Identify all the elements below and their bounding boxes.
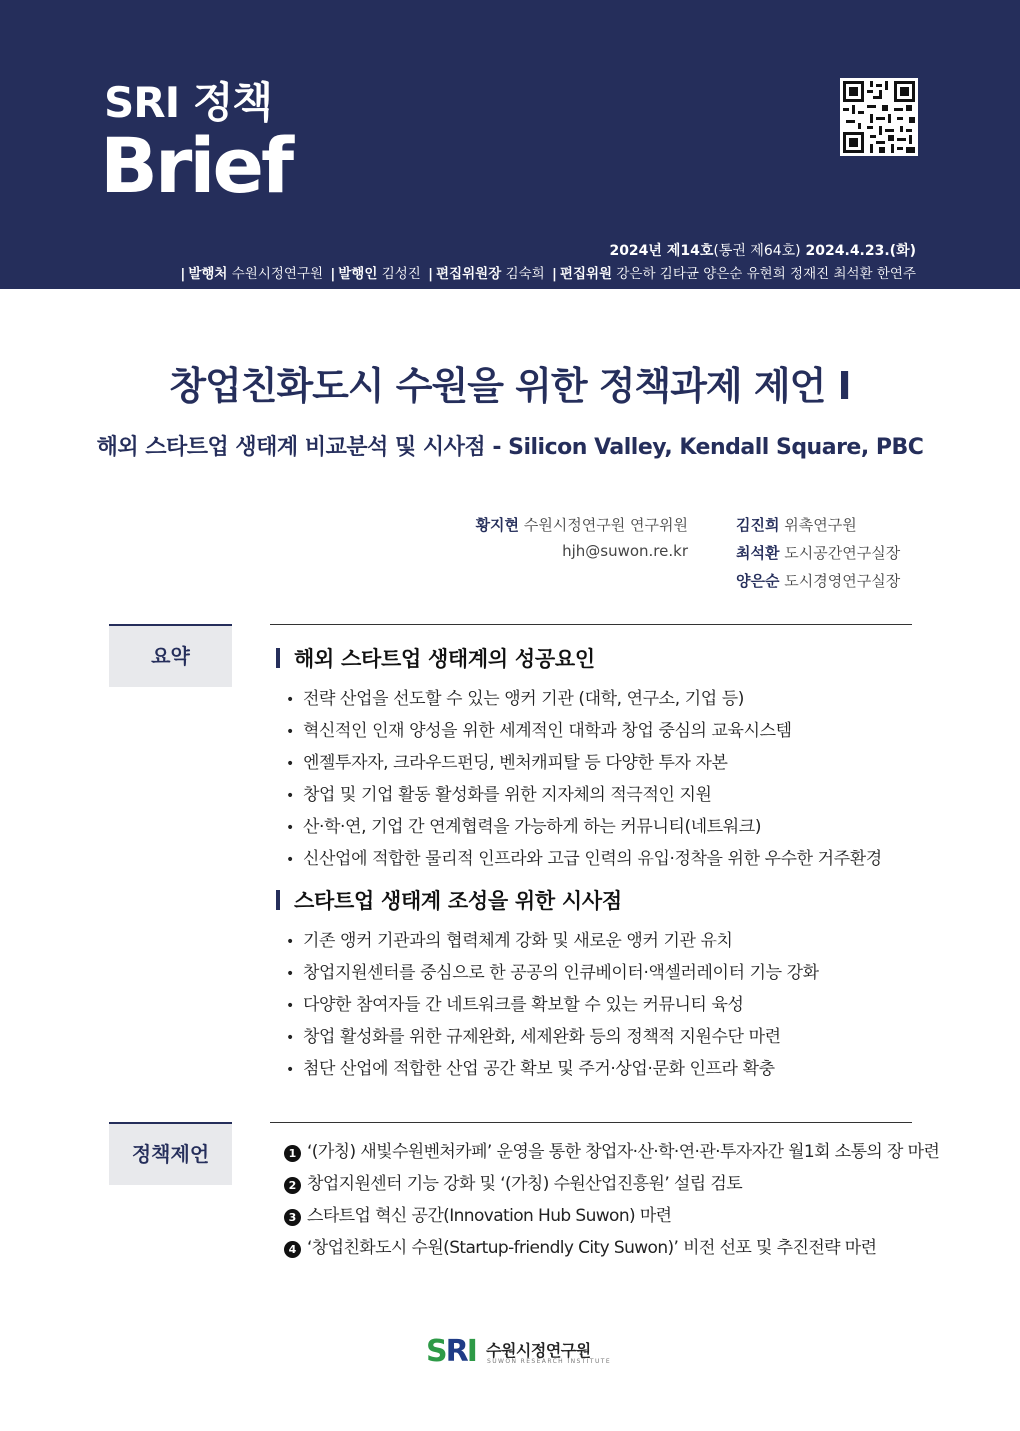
- issue-number: 2024년 제14호: [609, 243, 714, 259]
- list-item-text: 산·학·연, 기업 간 연계협력을 가능하게 하는 커뮤니티(네트워크): [303, 817, 762, 837]
- masthead-label: 편집위원장: [436, 266, 502, 282]
- sri-logo-mark: [426, 1336, 476, 1368]
- bullet-icon: •: [286, 820, 294, 836]
- list-item: [284, 1200, 939, 1232]
- list-item-text: 첨단 산업에 적합한 산업 공간 확보 및 주거·상업·문화 인프라 확충: [303, 1059, 775, 1079]
- heading-bar: [276, 890, 280, 910]
- number-badge-icon: 2: [284, 1177, 301, 1194]
- bullet-icon: •: [286, 1062, 294, 1078]
- list-item: [286, 1053, 819, 1085]
- author-name: 김진희: [736, 516, 780, 534]
- logo-letter: I: [466, 1334, 476, 1369]
- bullet-icon: •: [286, 852, 294, 868]
- qr-code-icon[interactable]: [840, 78, 918, 156]
- bullet-icon: •: [286, 998, 294, 1014]
- list-item: [286, 715, 882, 747]
- logo-letter: R: [445, 1334, 467, 1369]
- list-item-text: ‘(가칭) 새빛수원벤처카페’ 운영을 통한 창업자·산·학·연·관·투자자간 월1회 소통의 장 마련: [307, 1142, 940, 1162]
- masthead-label: 발행처: [188, 266, 228, 282]
- bullet-icon: •: [286, 724, 294, 740]
- bullet-icon: •: [286, 966, 294, 982]
- lead-author: [476, 514, 688, 535]
- author-name: 황지현: [475, 516, 520, 534]
- author-email[interactable]: hjh@suwon.re.kr: [562, 542, 688, 560]
- list-item-text: 전략 산업을 선도할 수 있는 앵커 기관 (대학, 연구소, 기업 등): [303, 689, 745, 709]
- list-item: [286, 811, 882, 843]
- divider: [270, 624, 912, 625]
- issue-day: 2024.4.23.(화): [805, 243, 916, 259]
- list-item: [286, 779, 882, 811]
- list-item: [284, 1168, 939, 1200]
- heading-text: 해외 스타트업 생태계의 성공요인: [294, 647, 595, 671]
- author-name: 최석환: [736, 544, 780, 562]
- list-item-text: 창업지원센터 기능 강화 및 ‘(가칭) 수원산업진흥원’ 설립 검토: [307, 1174, 743, 1194]
- bullet-icon: •: [286, 934, 294, 950]
- list-item-text: 혁신적인 인재 양성을 위한 세계적인 대학과 창업 중심의 교육시스템: [303, 721, 792, 741]
- page-title: 창업친화도시 수원을 위한 정책과제 제언 Ⅰ: [169, 364, 851, 408]
- list-item: [286, 1021, 819, 1053]
- list-item-text: 신산업에 적합한 물리적 인프라와 고급 인력의 유입·정착을 위한 우수한 거주환경: [303, 849, 882, 869]
- issue-cumulative: (통권 제64호): [713, 243, 801, 259]
- bullet-icon: •: [286, 1030, 294, 1046]
- heading-text: 스타트업 생태계 조성을 위한 시사점: [294, 889, 622, 913]
- institute-name-english: SUWON RESEARCH INSTITUTE: [487, 1358, 612, 1365]
- masthead-value: 김숙희: [505, 266, 545, 282]
- author-affiliation: 위촉연구원: [784, 516, 857, 534]
- divider: [270, 1122, 912, 1123]
- page-subtitle: 해외 스타트업 생태계 비교분석 및 시사점 - Silicon Valley, Kendall Square, PBC: [96, 435, 924, 460]
- masthead-value: 강은하 김타균 양은순 유현희 정재진 최석환 한연주: [616, 266, 916, 282]
- list-item: [286, 989, 819, 1021]
- co-author: [736, 570, 900, 591]
- success-factors-list: [286, 683, 882, 875]
- number-badge-icon: 3: [284, 1209, 301, 1226]
- masthead-label: 발행인: [338, 266, 378, 282]
- summary-heading: [276, 885, 622, 915]
- divider: |: [428, 266, 434, 282]
- list-item: [286, 925, 819, 957]
- issue-info: [609, 240, 916, 260]
- list-item: [286, 957, 819, 989]
- summary-heading: [276, 643, 595, 673]
- divider: |: [180, 266, 186, 282]
- list-item-text: 엔젤투자자, 크라우드펀딩, 벤처캐피탈 등 다양한 투자 자본: [303, 753, 728, 773]
- bullet-icon: •: [286, 692, 294, 708]
- logo-letter: S: [426, 1334, 446, 1369]
- policy-label: 정책제언: [109, 1122, 232, 1185]
- list-item: [284, 1232, 939, 1264]
- list-item: [286, 747, 882, 779]
- implications-list: [286, 925, 819, 1085]
- list-item-text: 스타트업 혁신 공간(Innovation Hub Suwon) 마련: [307, 1206, 672, 1226]
- list-item-text: 창업 활성화를 위한 규제완화, 세제완화 등의 정책적 지원수단 마련: [303, 1027, 781, 1047]
- header-banner: [0, 0, 1020, 289]
- divider: |: [551, 266, 557, 282]
- number-badge-icon: 1: [284, 1145, 301, 1162]
- number-badge-icon: 4: [284, 1241, 301, 1258]
- list-item-text: 기존 앵커 기관과의 협력체계 강화 및 새로운 앵커 기관 유치: [303, 931, 733, 951]
- co-author: [736, 514, 857, 535]
- list-item-text: 창업지원센터를 중심으로 한 공공의 인큐베이터·액셀러레이터 기능 강화: [303, 963, 819, 983]
- policy-list: [284, 1136, 939, 1264]
- summary-label: 요약: [109, 624, 232, 687]
- author-affiliation: 도시경영연구실장: [784, 572, 901, 590]
- brand-subtitle: Brief: [100, 121, 292, 210]
- author-affiliation: 수원시정연구원 연구위원: [523, 516, 688, 534]
- divider: |: [330, 266, 336, 282]
- bullet-icon: •: [286, 756, 294, 772]
- list-item: [286, 843, 882, 875]
- author-name: 양은순: [736, 572, 780, 590]
- co-author: [736, 542, 900, 563]
- brand-title: SRI 정책: [104, 78, 272, 127]
- masthead-value: 수원시정연구원: [231, 266, 324, 282]
- masthead-label: 편집위원: [559, 266, 613, 282]
- list-item-text: 창업 및 기업 활동 활성화를 위한 지자체의 적극적인 지원: [303, 785, 712, 805]
- masthead-value: 김성진: [381, 266, 421, 282]
- heading-bar: [276, 648, 280, 668]
- list-item-text: 다양한 참여자들 간 네트워크를 확보할 수 있는 커뮤니티 육성: [303, 995, 744, 1015]
- list-item: [284, 1136, 939, 1168]
- list-item: [286, 683, 882, 715]
- author-affiliation: 도시공간연구실장: [784, 544, 901, 562]
- bullet-icon: •: [286, 788, 294, 804]
- list-item-text: ‘창업친화도시 수원(Startup-friendly City Suwon)’ 비전 선포 및 추진전략 마련: [307, 1238, 877, 1258]
- institute-name-korean: 수원시정연구원: [486, 1341, 591, 1360]
- masthead: [177, 262, 916, 282]
